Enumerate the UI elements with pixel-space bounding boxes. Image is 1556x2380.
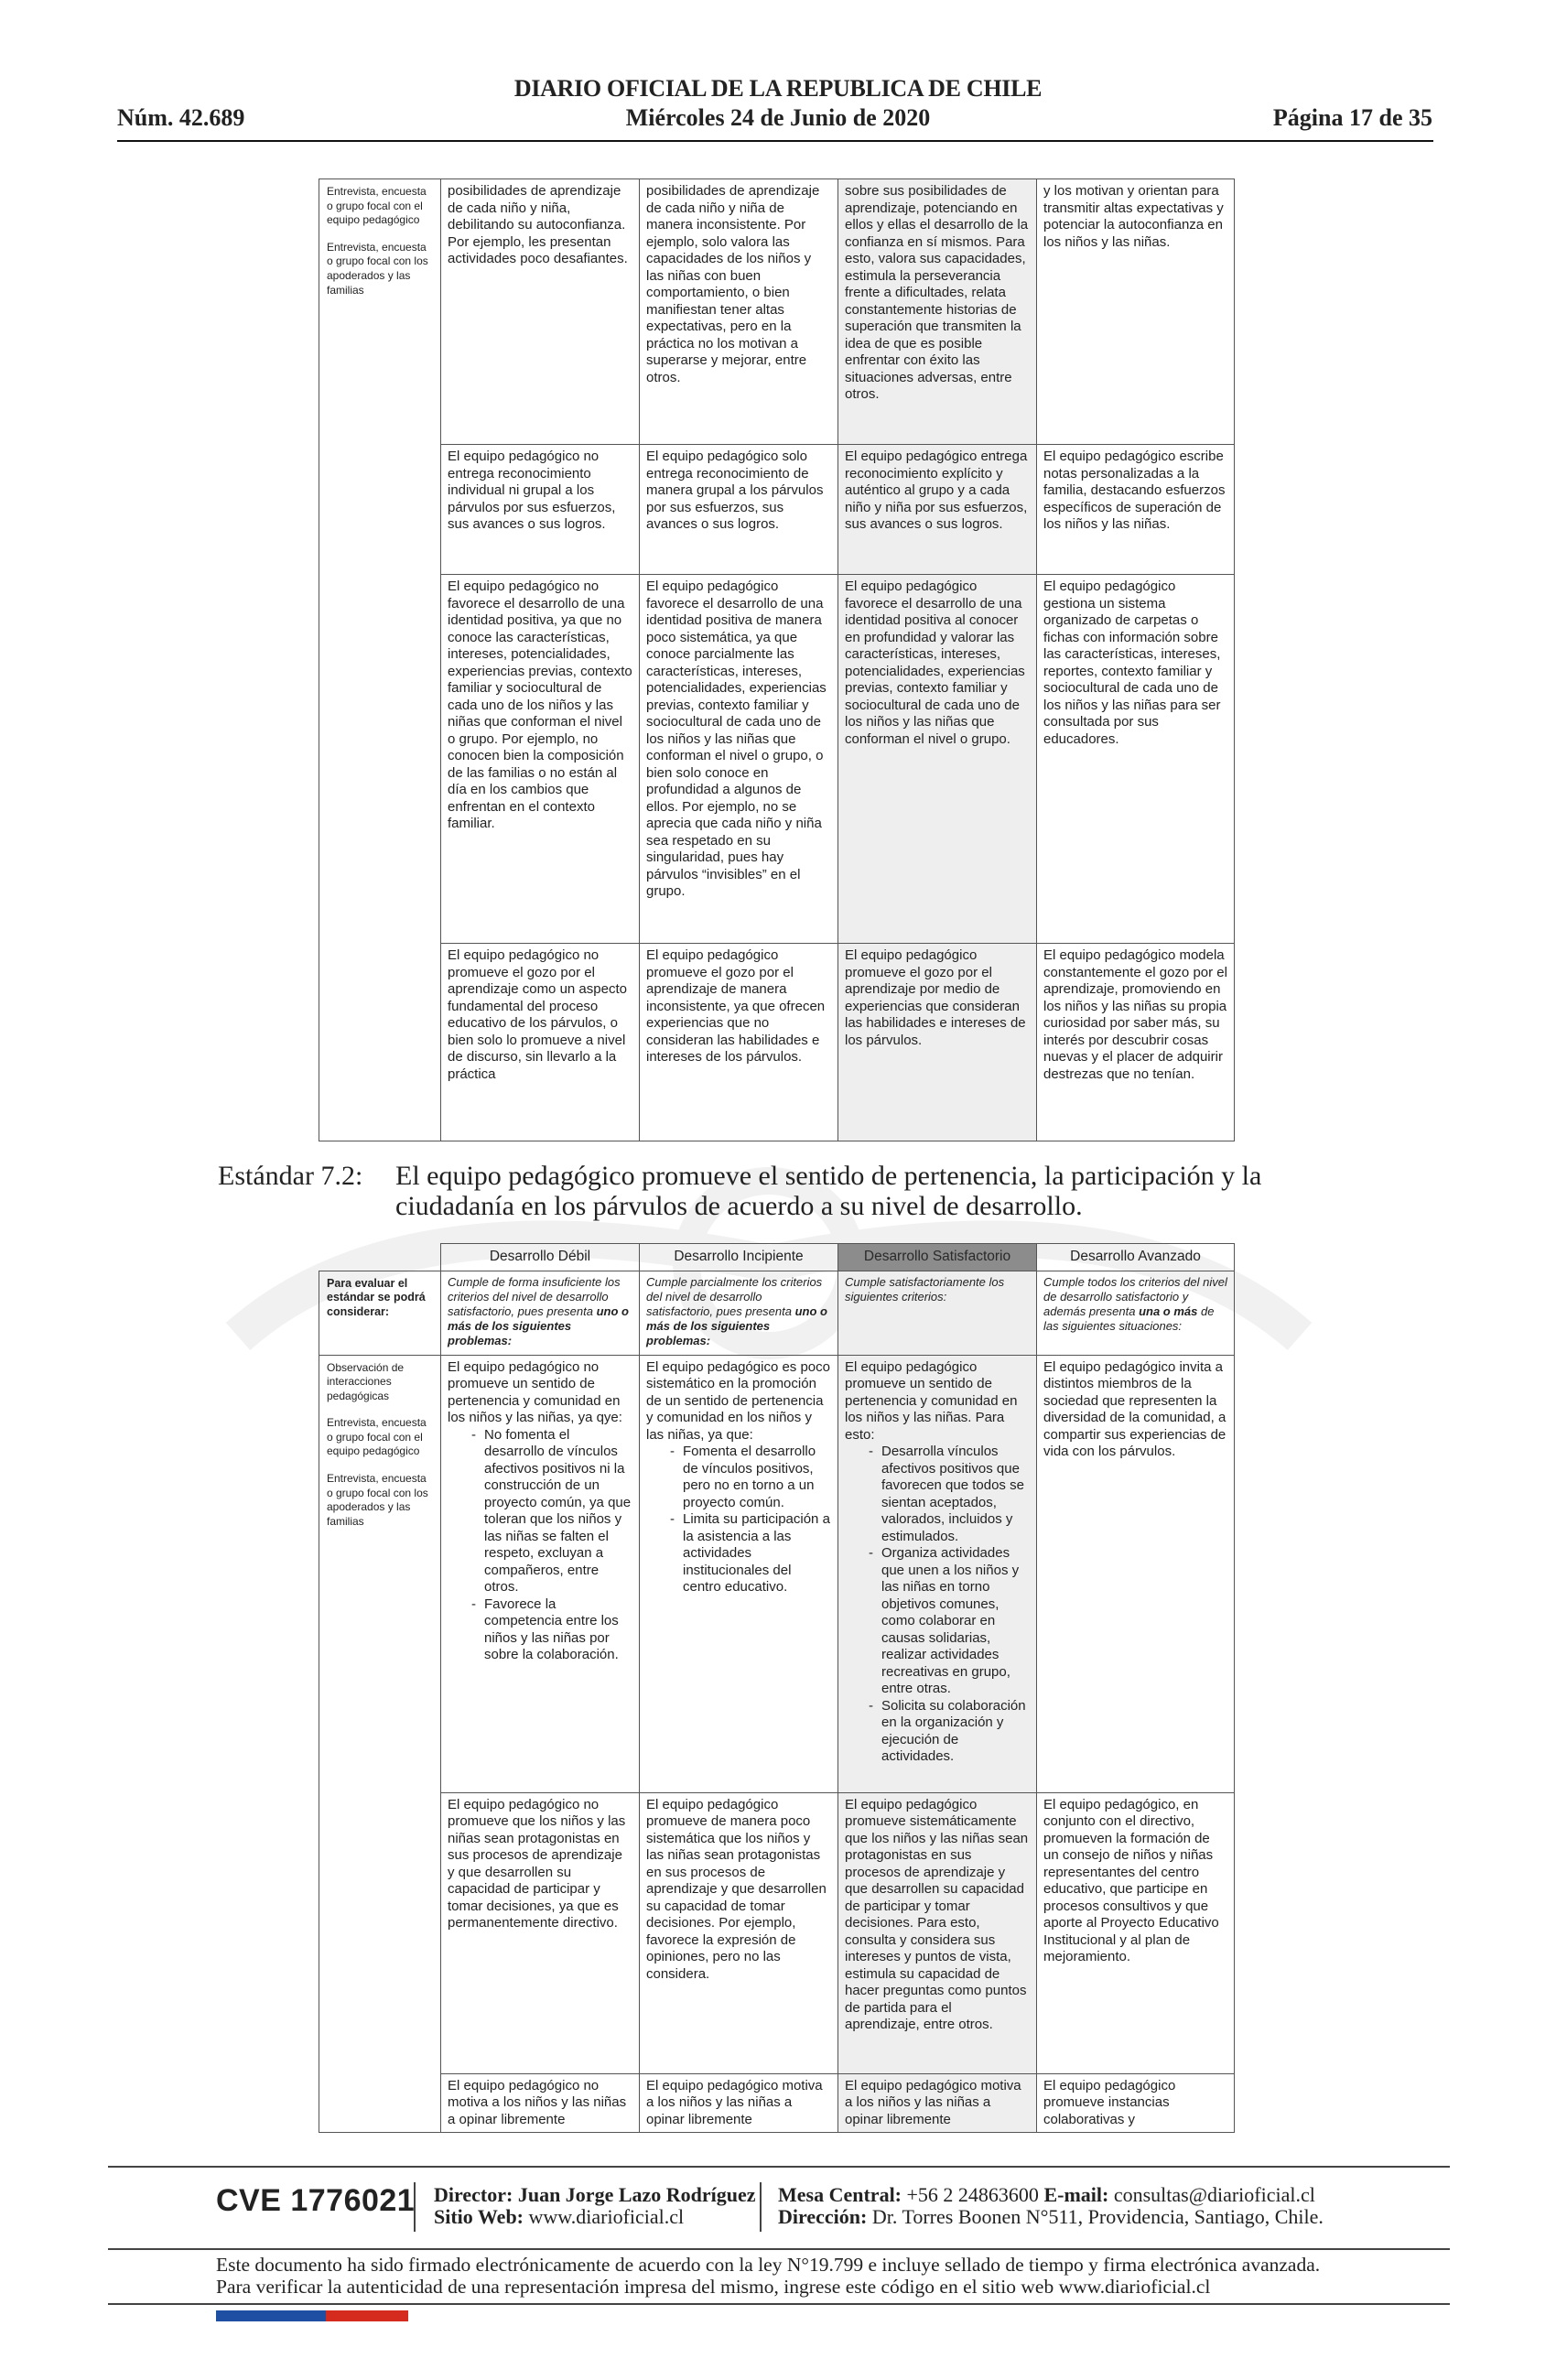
evidence-source: Entrevista, encuesta o grupo focal con el equipo pedagógico: [327, 1416, 427, 1458]
intro-row: [319, 1271, 1235, 1355]
cell-incipiente: El equipo pedagógico favorece el desarrollo de una identidad positiva de manera poco sistemática, ya que conoce parcialmente las características, intereses, potencialidades, experiencias previas, contexto familiar y sociocultural de cada uno de los niños y las niñas que conforman el nivel o grupo, o bien solo conoce en profundidad a algunos de ellos. Por ejemplo, no se aprecia que cada niño y niña sea respetado en su singularidad, pues hay párvulos “invisibles” en el grupo.: [640, 575, 838, 944]
evidence-source: Entrevista, encuesta o grupo focal con los apoderados y las familias: [327, 1472, 428, 1528]
cell-satisfactorio: El equipo pedagógico promueve el gozo por el aprendizaje por medio de experiencias que consideran las habilidades e intereses de los párvulos.: [838, 944, 1037, 1141]
cell-satisfactorio: sobre sus posibilidades de aprendizaje, potenciando en ellos y ellas el desarrollo de la confianza en sí mismos. Para esto, valora sus capacidades, estimula la perseverancia frente a dificultades, relata constantemente historias de superación que transmiten la idea de que es posible enfrentar con éxito las situaciones adversas, entre otros.: [838, 179, 1037, 445]
list-item: - Organiza actividades que unen a los niños y las niñas en torno objetivos comunes, como colaborar en causas solidarias, realizar actividades recreativas en grupo, entre otras.: [869, 1545, 1030, 1698]
director-label: Director:: [434, 2183, 513, 2206]
standard-label: Estándar 7.2:: [218, 1161, 363, 1191]
list-item: - No fomenta el desarrollo de vínculos afectivos positivos ni la construcción de un proyecto común, ya que toleran que los niños y las niñas se falten el respeto, excluyan a compañeros, entre otros.: [471, 1427, 632, 1596]
cell-avanzado: El equipo pedagógico invita a distintos miembros de la sociedad que representen la diversidad de la comunidad, a compartir sus experiencias de vida con los párvulos.: [1037, 1355, 1235, 1792]
cell-text: El equipo pedagógico promueve un sentido de pertenencia y comunidad en los niños y las niñas. Para esto:: [845, 1358, 1018, 1443]
cell-incipiente: El equipo pedagógico motiva a los niños y las niñas a opinar libremente: [640, 2073, 838, 2133]
evidence-source: Observación de interacciones pedagógicas: [327, 1360, 405, 1402]
evidence-source: Entrevista, encuesta o grupo focal con los apoderados y las familias: [327, 240, 428, 297]
table-header-row: [319, 1244, 1235, 1271]
standard-text: El equipo pedagógico promueve el sentido de pertenencia, la participación y la ciudadanía en los párvulos de acuerdo a su nivel de desarrollo.: [395, 1161, 1262, 1221]
table-row: [319, 445, 1235, 575]
cell-satisfactorio: El equipo pedagógico entrega reconocimiento explícito y auténtico al grupo y a cada niño y niña por sus esfuerzos, sus avances o sus logros.: [838, 445, 1037, 575]
phone-label: Mesa Central:: [778, 2183, 902, 2206]
intro-cell: [1037, 1271, 1235, 1355]
cell-incipiente: [640, 1355, 838, 1792]
evidence-sources-cell: [319, 1355, 441, 2133]
footer-separator: [760, 2182, 762, 2232]
intro-text: Cumple de forma insuficiente los criterios del nivel de desarrollo satisfactorio, pues presenta: [448, 1274, 621, 1318]
website-link[interactable]: www.diarioficial.cl: [528, 2205, 685, 2228]
flag-stripe: [216, 2310, 408, 2321]
cell-debil: El equipo pedagógico no motiva a los niños y las niñas a opinar libremente: [441, 2073, 640, 2133]
cell-debil: El equipo pedagógico no promueve el gozo por el aprendizaje como un aspecto fundamental del proceso educativo de los párvulos, o bien solo lo promueve a nivel de discurso, sin llevarlo a la práctica: [441, 944, 640, 1141]
column-header: Desarrollo Incipiente: [640, 1244, 838, 1271]
table-row: [319, 1355, 1235, 1792]
intro-bold: uno o más de los siguientes problemas:: [646, 1304, 827, 1347]
cell-debil: El equipo pedagógico no favorece el desarrollo de una identidad positiva, ya que no conoce las características, intereses, potencialidades, experiencias previas, contexto familiar y sociocultural de cada uno de los niños y las niñas que conforman el nivel o grupo. Por ejemplo, no conocen bien la composición de las familias o no están al día en los cambios que enfrentan en el contexto familiar.: [441, 575, 640, 944]
list-item: - Solicita su colaboración en la organización y ejecución de actividades.: [869, 1698, 1030, 1766]
footer-divider: [108, 2303, 1450, 2305]
intro-text: Cumple parcialmente los criterios del nivel de desarrollo satisfactorio, pues presenta: [646, 1274, 823, 1318]
cell-avanzado: El equipo pedagógico modela constantemente el gozo por el aprendizaje, promoviendo en los niños y las niñas su propia curiosidad por saber más, su interés por descubrir cosas nuevas y el placer de adquirir destrezas que no tenían.: [1037, 944, 1235, 1141]
intro-text: de las siguientes situaciones:: [1043, 1304, 1215, 1333]
evidence-source: Entrevista, encuesta o grupo focal con el equipo pedagógico: [327, 185, 427, 227]
rubric-table-7-2: [319, 1243, 1235, 2133]
cell-debil: El equipo pedagógico no entrega reconocimiento individual ni grupal a los párvulos por sus esfuerzos, sus avances o sus logros.: [441, 445, 640, 575]
list-item: - Limita su participación a la asistencia a las actividades institucionales del centro educativo.: [670, 1511, 831, 1596]
intro-text: Cumple satisfactoriamente los siguientes criterios:: [845, 1274, 1005, 1304]
footer-director-block: [434, 2184, 756, 2228]
intro-text: Cumple todos los criterios del nivel de desarrollo satisfactorio y además presenta: [1043, 1274, 1227, 1318]
header-empty-cell: [319, 1244, 441, 1271]
flag-red-segment: [326, 2310, 408, 2321]
evidence-sources-cell: [319, 179, 441, 1141]
column-header: Desarrollo Débil: [441, 1244, 640, 1271]
cell-avanzado: El equipo pedagógico gestiona un sistema organizado de carpetas o fichas con información sobre las características, intereses, reportes, contexto familiar y sociocultural de cada uno de los niños y las niñas para ser consultada por sus educadores.: [1037, 575, 1235, 944]
intro-bold: una o más: [1139, 1304, 1198, 1318]
issue-number: Núm. 42.689: [117, 104, 245, 131]
cell-satisfactorio: El equipo pedagógico motiva a los niños y las niñas a opinar libremente: [838, 2073, 1037, 2133]
table-row: [319, 179, 1235, 445]
issue-date: Miércoles 24 de Junio de 2020: [625, 104, 931, 131]
cell-incipiente: El equipo pedagógico promueve de manera poco sistemática que los niños y las niñas sean protagonistas en sus procesos de aprendizaje y que desarrollen su capacidad de tomar decisiones. Por ejemplo, favorece la expresión de opiniones, pero no las considera.: [640, 1792, 838, 2073]
footer-separator: [414, 2182, 416, 2232]
cell-avanzado: y los motivan y orientan para transmitir altas expectativas y potenciar la autoconfianza en los niños y las niñas.: [1037, 179, 1235, 445]
table-row: [319, 575, 1235, 944]
evaluation-note: [319, 1271, 441, 1355]
footer-divider: [108, 2166, 1450, 2168]
cell-text: El equipo pedagógico es poco sistemático en la promoción de un sentido de pertenencia y comunidad en los niños y las niñas, ya que:: [646, 1358, 830, 1443]
criteria-list: [845, 1444, 1030, 1766]
table-row: [319, 1792, 1235, 2073]
address-label: Dirección:: [778, 2205, 868, 2228]
signature-notice: Este documento ha sido firmado electrónicamente de acuerdo con la ley N°19.799 e incluye sellado de tiempo y firma electrónica avanzada. Para verificar la autenticidad de una representación impresa del mismo, ingrese este código en el sitio web www.diarioficial.cl: [216, 2254, 1321, 2298]
header-divider: [117, 140, 1433, 142]
cell-text: El equipo pedagógico no promueve un sentido de pertenencia y comunidad en los niños y las niñas, ya qye:: [448, 1358, 622, 1425]
criteria-list: [448, 1427, 632, 1664]
list-item: - Desarrolla vínculos afectivos positivos que favorecen que todos se sientan aceptados, valorados, incluidos y estimulados.: [869, 1444, 1030, 1545]
newspaper-title: DIARIO OFICIAL DE LA REPUBLICA DE CHILE: [513, 75, 1043, 102]
cell-debil: El equipo pedagógico no promueve que los niños y las niñas sean protagonistas en sus procesos de aprendizaje y que desarrollen su capacidad de participar y tomar decisiones, ya que es permanentemente directivo.: [441, 1792, 640, 2073]
rubric-table-7-1-continuation: [319, 178, 1235, 1141]
page-number: Página 17 de 35: [1272, 104, 1432, 131]
cell-satisfactorio: El equipo pedagógico favorece el desarrollo de una identidad positiva al conocer en profundidad y valorar las características, intereses, potencialidades, experiencias previas, contexto familiar y sociocultural de cada uno de los niños y las niñas que conforman el nivel o grupo.: [838, 575, 1037, 944]
cell-satisfactorio: [838, 1355, 1037, 1792]
cell-debil: posibilidades de aprendizaje de cada niño y niña, debilitando su autoconfianza. Por ejemplo, les presentan actividades poco desafiantes.: [441, 179, 640, 445]
column-header: Desarrollo Satisfactorio: [838, 1244, 1037, 1271]
phone-number: +56 2 24863600: [906, 2183, 1039, 2206]
intro-cell: [838, 1271, 1037, 1355]
footer-divider: [108, 2248, 1450, 2250]
table-row: [319, 944, 1235, 1141]
cve-code: CVE 1776021: [216, 2183, 416, 2218]
intro-cell: [640, 1271, 838, 1355]
email-link[interactable]: consultas@diarioficial.cl: [1113, 2183, 1315, 2206]
intro-cell: [441, 1271, 640, 1355]
criteria-list: [646, 1444, 831, 1596]
website-label: Sitio Web:: [434, 2205, 524, 2228]
footer-contact-block: [778, 2184, 1324, 2228]
cell-satisfactorio: El equipo pedagógico promueve sistemáticamente que los niños y las niñas sean protagonistas en sus procesos de aprendizaje y que desarrollen su capacidad de participar y tomar decisiones. Para esto, consulta y considera sus intereses y puntos de vista, estimula su capacidad de hacer preguntas como puntos de partida para el aprendizaje, entre otros.: [838, 1792, 1037, 2073]
cell-avanzado: El equipo pedagógico, en conjunto con el directivo, promueven la formación de un consejo de niños y niñas representantes del centro educativo, que participe en procesos consultivos y que aporte al Proyecto Educativo Institucional y al plan de mejoramiento.: [1037, 1792, 1235, 2073]
flag-blue-segment: [216, 2310, 326, 2321]
list-item: - Favorece la competencia entre los niños y las niñas por sobre la colaboración.: [471, 1596, 632, 1664]
intro-bold: uno o más de los siguientes problemas:: [448, 1304, 629, 1347]
evaluation-note-text: Para evaluar el estándar se podrá considerar:: [327, 1276, 426, 1318]
list-item: - Fomenta el desarrollo de vínculos positivos, pero no en torno a un proyecto común.: [670, 1444, 831, 1511]
cell-incipiente: posibilidades de aprendizaje de cada niño y niña de manera inconsistente. Por ejemplo, solo valora las capacidades de los niños y las niñas con buen comportamiento, o bien manifiestan tener altas expectativas, pero en la práctica no los motivan a superarse y mejorar, entre otros.: [640, 179, 838, 445]
address: Dr. Torres Boonen N°511, Providencia, Santiago, Chile.: [871, 2205, 1324, 2228]
cell-incipiente: El equipo pedagógico solo entrega reconocimiento de manera grupal a los párvulos por sus esfuerzos, sus avances o sus logros.: [640, 445, 838, 575]
table-row: [319, 2073, 1235, 2133]
cell-debil: [441, 1355, 640, 1792]
column-header: Desarrollo Avanzado: [1037, 1244, 1235, 1271]
cell-incipiente: El equipo pedagógico promueve el gozo por el aprendizaje de manera inconsistente, ya que ofrecen experiencias que no consideran las habilidades e intereses de los párvulos.: [640, 944, 838, 1141]
director-name: Juan Jorge Lazo Rodríguez: [517, 2183, 756, 2206]
email-label: E-mail:: [1043, 2183, 1109, 2206]
cell-avanzado: El equipo pedagógico promueve instancias colaborativas y: [1037, 2073, 1235, 2133]
cell-avanzado: El equipo pedagógico escribe notas personalizadas a la familia, destacando esfuerzos específicos de superación de los niños y las niñas.: [1037, 445, 1235, 575]
